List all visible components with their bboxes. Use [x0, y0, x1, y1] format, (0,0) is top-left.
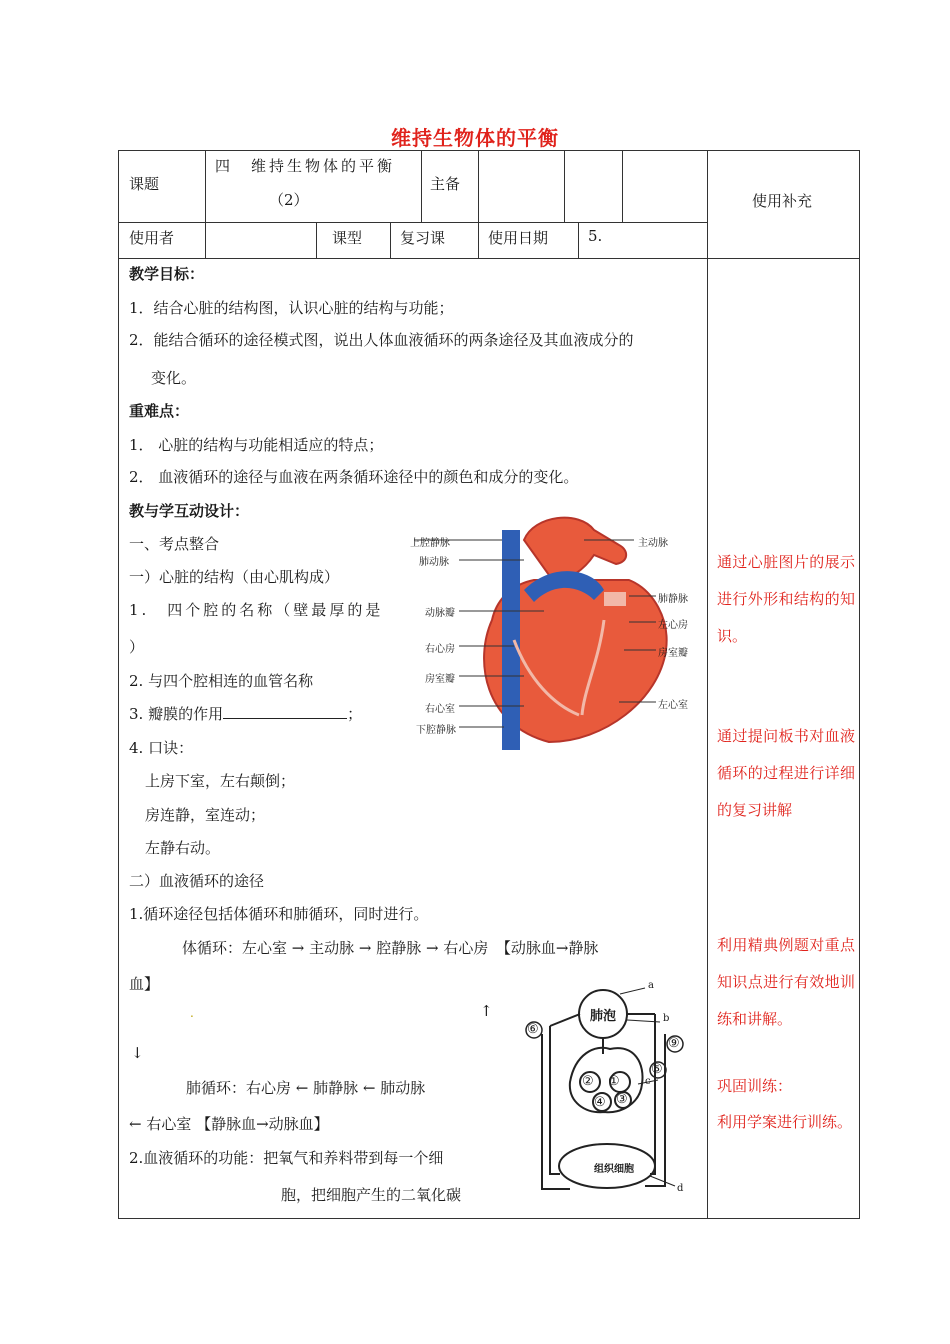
table-col-divider [578, 222, 579, 258]
keypoint-item: 1． 心脏的结构与功能相适应的特点； [129, 436, 384, 454]
rhyme-line: 房连静，室连动； [145, 806, 266, 824]
heart-label-avv: 房室瓣 [425, 674, 455, 685]
topic-label: 课题 [129, 175, 160, 193]
goal-item: 变化。 [151, 369, 197, 387]
question-item: 2. 与四个腔相连的血管名称 [129, 672, 314, 690]
question-item: 1. 四个腔的名称（壁最厚的是 [129, 601, 384, 619]
table-col-divider [707, 150, 708, 1218]
heart-label-la: 左心房 [658, 620, 688, 631]
table-col-divider [478, 150, 479, 258]
section-heading: 一、考点整合 [129, 535, 220, 553]
topic-value: 四 维持生物体的平衡 [215, 157, 396, 175]
table-row-divider [118, 258, 860, 259]
heart-label-ivc: 下腔静脉 [416, 725, 456, 736]
table-col-divider [564, 150, 565, 222]
goal-item: 2．能结合循环的途径模式图，说出人体血液循环的两条途径及其血液成分的 [129, 331, 634, 349]
subsection-heading: 一）心脏的结构（由心肌构成） [129, 568, 340, 586]
circ-label-1: ① [608, 1074, 620, 1089]
topic-sub: （2） [269, 191, 309, 209]
heart-label-lv: 左心室 [658, 700, 688, 711]
table-border-left [118, 150, 119, 1218]
teaching-note: 通过提问板书对血液循环的过程进行详细的复习讲解 [717, 727, 855, 819]
heart-label-rv: 右心室 [425, 704, 455, 715]
page-title: 维持生物体的平衡 [391, 126, 559, 150]
circulation-item: 1.循环途径包括体循环和肺循环，同时进行。 [129, 905, 429, 923]
circ-label-2: ② [582, 1074, 594, 1089]
question-end: ； [347, 705, 363, 723]
table-border-bottom [118, 1218, 860, 1219]
heart-label-aorta: 主动脉 [638, 538, 668, 549]
table-col-divider [421, 150, 422, 222]
supplement-label: 使用补充 [752, 192, 813, 210]
circ-label-b: b [663, 1013, 670, 1024]
rhyme-line: 上房下室，左右颠倒； [145, 772, 296, 790]
circ-label-4: ④ [594, 1095, 606, 1110]
pulmonary-circulation: 肺循环：右心房 ← 肺静脉 ← 肺动脉 [186, 1079, 426, 1097]
systemic-circulation: 体循环：左心室 → 主动脉 → 腔静脉 → 右心房 【动脉血→静脉 [182, 939, 599, 957]
circ-label-a: a [648, 980, 654, 991]
keypoints-heading: 重难点： [129, 402, 190, 420]
date-value: 5. [588, 227, 603, 245]
rhyme-line: 左静右动。 [145, 839, 221, 857]
heart-label-avv2: 房室瓣 [658, 648, 688, 659]
table-border-top [118, 150, 860, 151]
heart-label-ra: 右心房 [425, 644, 455, 655]
circ-label-5: ⑤ [651, 1062, 663, 1077]
keypoint-item: 2． 血液循环的途径与血液在两条循环途径中的颜色和成分的变化。 [129, 468, 579, 486]
heart-label-pv: 肺静脉 [658, 594, 688, 605]
circ-label-d: d [677, 1183, 684, 1194]
question-item: 4. 口诀： [129, 739, 194, 757]
question-item [129, 703, 362, 724]
pulmonary-circulation-end: ← 右心室 【静脉血→动脉血】 [129, 1115, 329, 1133]
circulation-item: 胞，把细胞产生的二氧化碳 [281, 1186, 462, 1204]
date-label: 使用日期 [488, 229, 549, 247]
goal-item: 1．结合心脏的结构图，认识心脏的结构与功能； [129, 299, 454, 317]
heart-label-av: 动脉瓣 [425, 608, 455, 619]
table-border-right [859, 150, 860, 1218]
question-item: ） [129, 638, 145, 656]
goals-heading: 教学目标： [129, 265, 205, 283]
arrow-down: ↓ [131, 1044, 144, 1062]
type-label: 课型 [332, 229, 363, 247]
circ-label-tissue: 组织细胞 [594, 1164, 634, 1175]
teaching-note: 通过心脏图片的展示进行外形和结构的知识。 [717, 553, 855, 645]
heart-label-pa: 肺动脉 [419, 557, 449, 568]
question-text: 3. 瓣膜的作用 [129, 705, 224, 723]
subsection-heading: 二）血液循环的途径 [129, 872, 265, 890]
type-value: 复习课 [400, 229, 446, 247]
answer-blank [223, 704, 347, 719]
circ-label-alveoli: 肺泡 [590, 1009, 617, 1024]
heart-label-svc: 上腔静脉 [410, 538, 450, 549]
teaching-note: 巩固训练： [717, 1077, 793, 1095]
table-col-divider [316, 222, 317, 258]
teaching-note: 利用学案进行训练。 [717, 1113, 853, 1131]
lead-label: 主备 [430, 175, 461, 193]
teaching-note: 利用精典例题对重点知识点进行有效地训练和讲解。 [717, 936, 855, 1028]
table-col-divider [622, 150, 623, 222]
table-col-divider [205, 150, 206, 258]
circulation-item: 2.血液循环的功能：把氧气和养料带到每一个细 [129, 1149, 444, 1167]
circ-label-6: ⑥ [527, 1022, 539, 1037]
arrow-up: ↑ [480, 1002, 493, 1020]
circ-label-3: ③ [616, 1092, 628, 1107]
table-row-divider [118, 222, 707, 223]
circ-label-c: c [645, 1076, 651, 1087]
design-heading: 教与学互动设计： [129, 502, 250, 520]
table-col-divider [390, 222, 391, 258]
user-label: 使用者 [129, 229, 175, 247]
systemic-circulation-end: 血】 [129, 975, 160, 993]
circ-label-9: ⑨ [668, 1036, 680, 1051]
decorative-dot: . [190, 1006, 194, 1020]
